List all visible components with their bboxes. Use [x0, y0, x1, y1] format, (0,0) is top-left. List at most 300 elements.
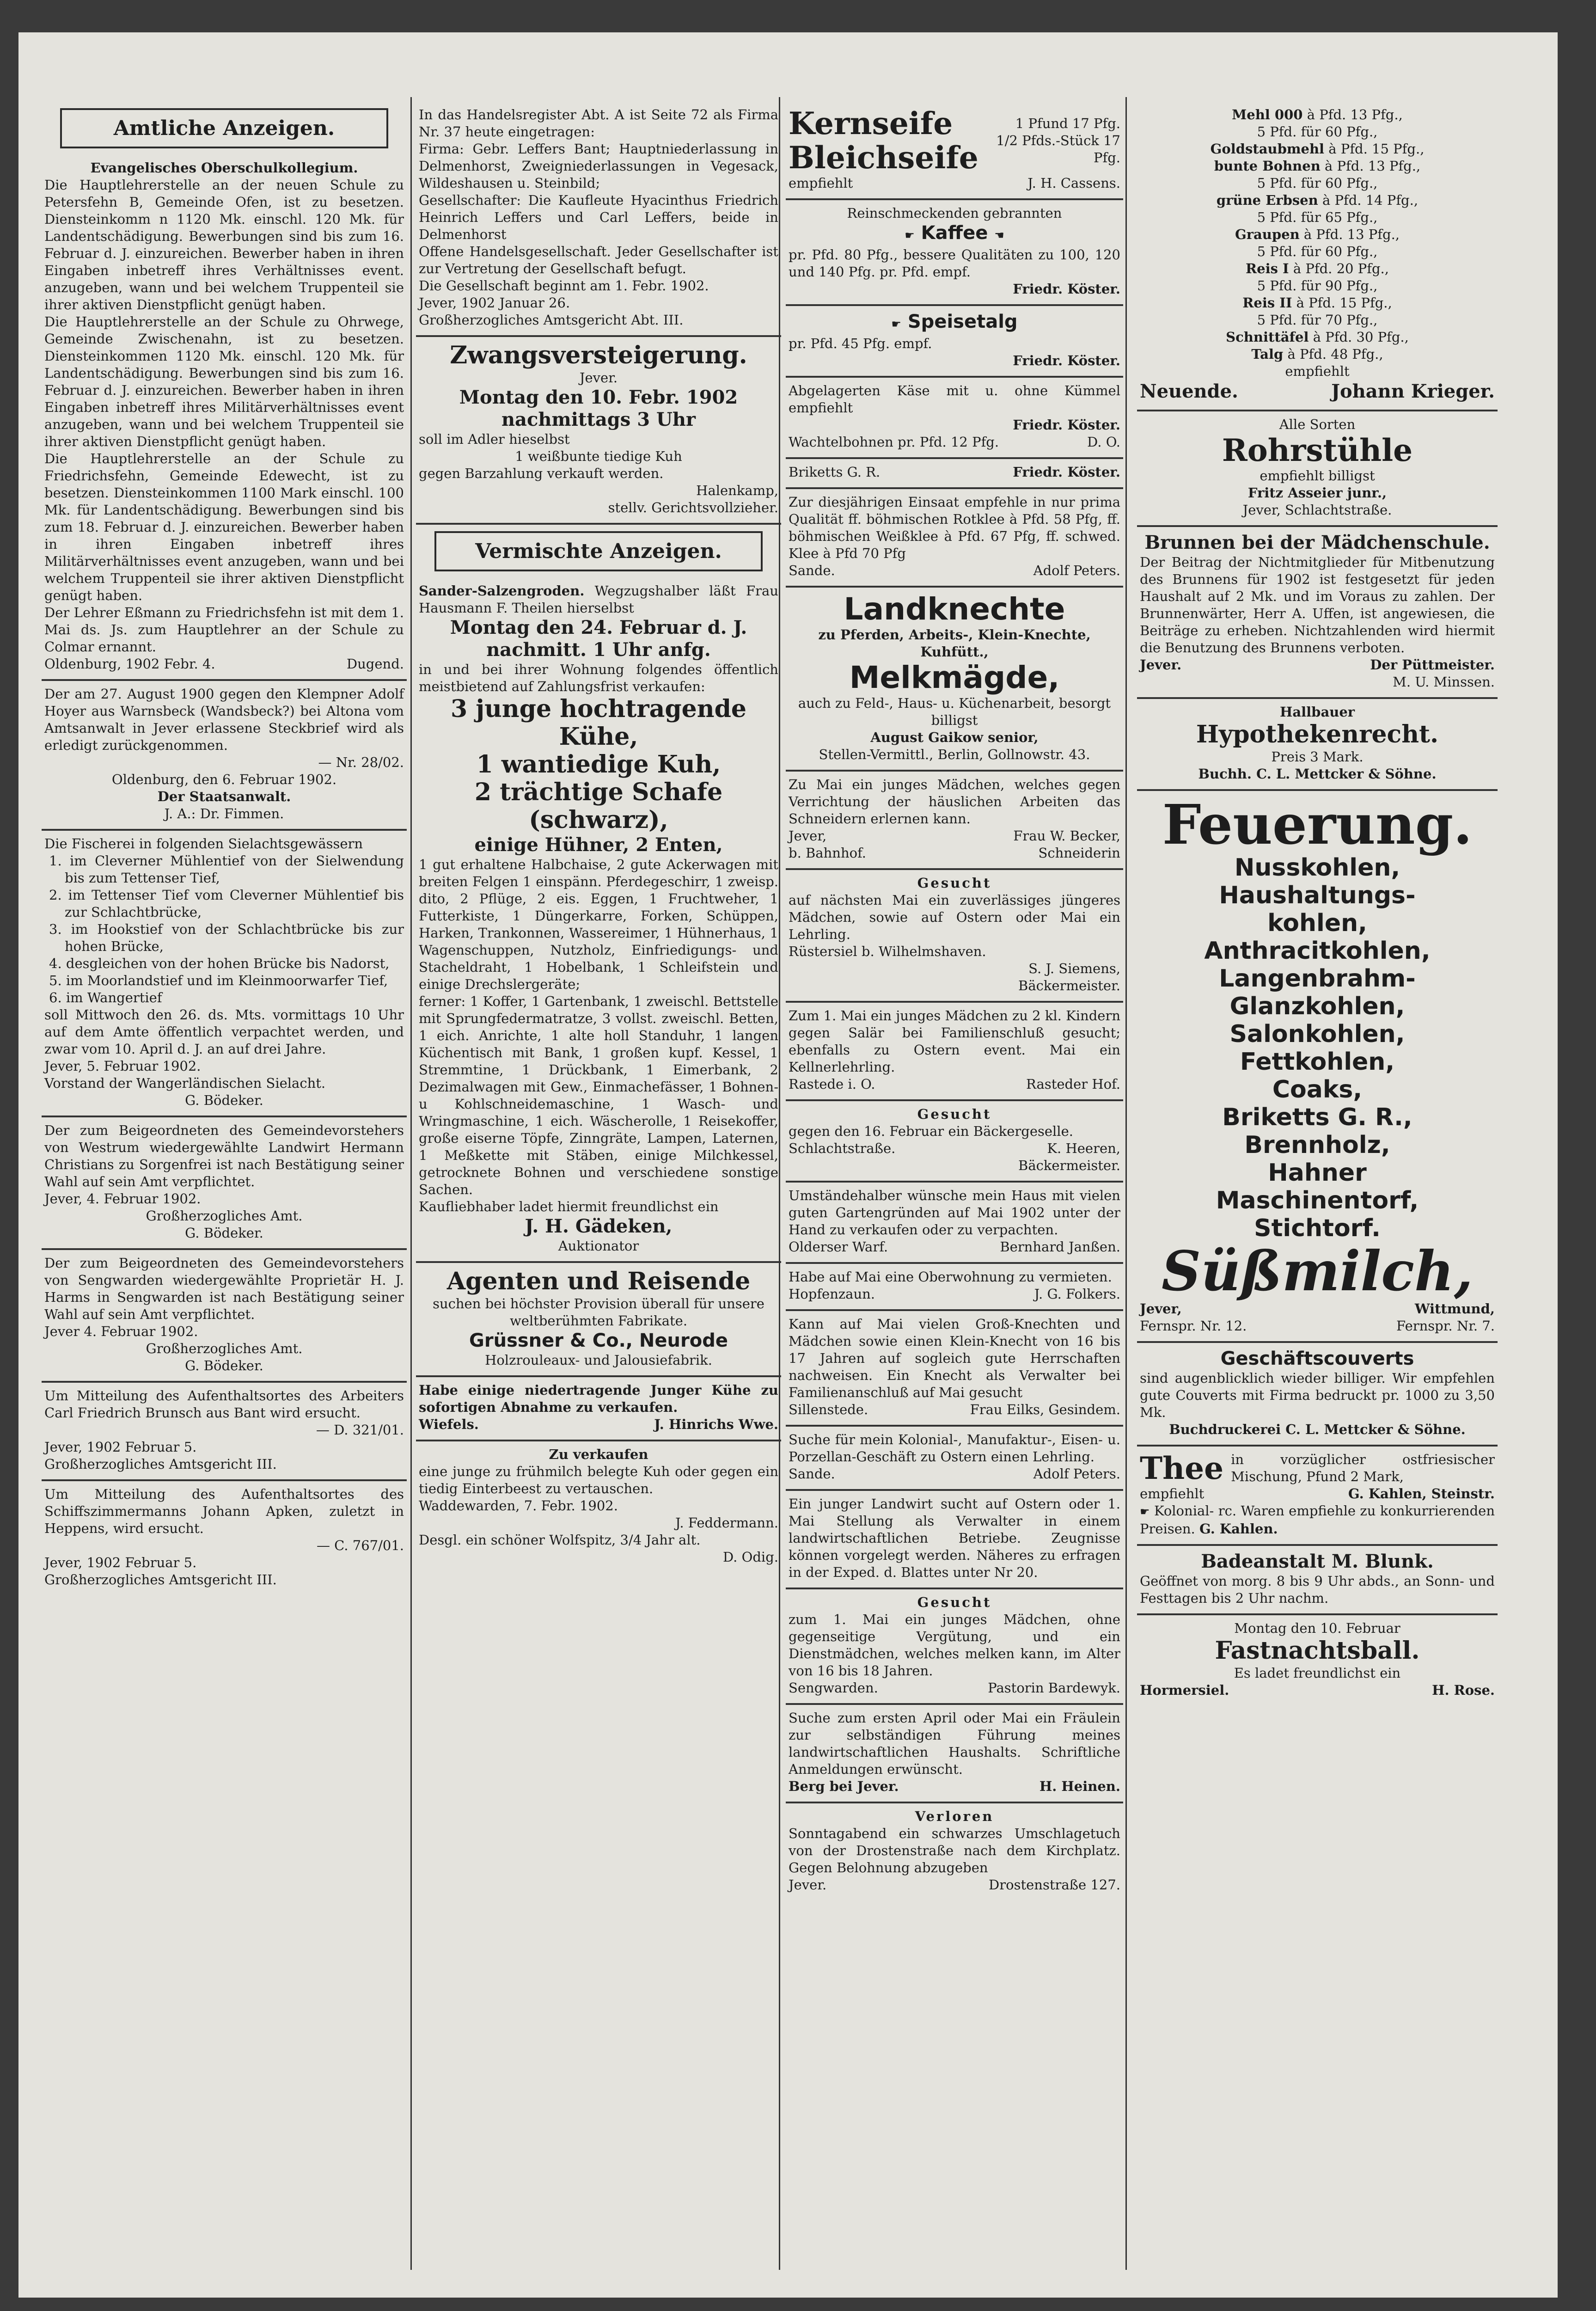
price-value: à Pfd. 48 Pfg.,: [1287, 346, 1383, 362]
notice-signature: G. Bödeker.: [185, 1358, 263, 1373]
price-line: 5 Pfd. für 90 Pfg.,: [1257, 278, 1378, 294]
price-line: [1140, 329, 1495, 346]
column-rule: [410, 97, 412, 2270]
signature-row: [789, 828, 1120, 845]
ad-date: Montag den 24. Februar d. J.: [450, 617, 747, 638]
notice-paragraph: 1 weißbunte tiedige Kuh: [515, 448, 682, 464]
ad-geschaeftscouverts: [1137, 1343, 1498, 1447]
ad-text: auch zu Feld-, Haus- u. Küchenarbeit, besorgt billigst: [798, 695, 1111, 728]
price-item: grüne Erbsen: [1216, 192, 1318, 208]
column-official-notices: [42, 102, 407, 2274]
ad-brunnen: [1137, 527, 1498, 699]
ad-place: Jever,: [789, 828, 827, 844]
fuel-item: kohlen,: [1267, 909, 1367, 937]
ad-place: Hormersiel.: [1140, 1682, 1229, 1698]
section-header-vermischte: Vermischte Anzeigen.: [434, 531, 763, 571]
signature-row: [789, 562, 1120, 579]
price-item: Goldstaubmehl: [1210, 141, 1325, 157]
price-line: [1140, 158, 1495, 175]
label: Gesellschafter:: [419, 192, 521, 208]
notice-paragraph: In das Handelsregister Abt. A ist Seite 72 als Firma Nr. 37 heute eingetragen:: [419, 107, 778, 140]
notice-signature: Dugend.: [346, 656, 404, 672]
ad-firm: Fritz Asseier junr.,: [1247, 485, 1387, 501]
column-register-and-misc: [416, 102, 781, 2274]
ad-text: Zur diesjährigen Einsaat empfehle in nur prima Qualität ff. böhmischen Rotklee à Pfd. 58 Pfg, ff. böhmischen Weißklee à Pfd. 67 Pfg, ff. schwed. Klee à Pfd 70 Pfg: [789, 494, 1120, 561]
ad-price: 1 Pfund 17 Pfg.: [1015, 115, 1120, 131]
ad-text: suchen bei höchster Provision überall für unsere weltberühmten Fabrikate.: [433, 1296, 764, 1329]
notice-paragraph: Um Mitteilung des Aufenthaltsortes des Arbeiters Carl Friedrich Brunsch aus Bant wird ersucht.: [44, 1388, 404, 1421]
ad-text: Kann auf Mai vielen Groß-Knechten und Mädchen sowie einen Klein-Knecht von 16 bis 17 Jahren auf sogleich gute Herrschaften nachweisen. Ein Knecht als Verwalter bei Familienanschluß auf Mai gesucht: [789, 1316, 1120, 1400]
price-line: 5 Pfd. für 60 Pfg.,: [1257, 244, 1378, 259]
ad-text: ferner: 1 Koffer, 1 Gartenbank, 1 zweischl. Bettstelle mit Sprungfedermatratze, 3 vollst. zweischl. Betten, 1 eich. Anrichte, 1 alte holl Standuhr, 1 langen Küchentisch mit Bank, 1 großen kupf. Kessel, 1 Stremmtine, 1 Drückbank, 1 Eimerbank, 2 Dezimalwagen mit Gew., Einmachefässer, 1 Bohnen- u Kohlschneidemaschine, 1 Wasch- und Wringmaschine, 1 eich. Wäscherolle, 1 Reisekoffer, große eiserne Töpfe, Zinngräte, Lampen, Laternen, 1 Meßkette mit Stäben, einige Milchkessel, getrocknete Bohnen und verschiedene sonstige Sachen.: [419, 993, 778, 1197]
ad-address: Jever, Schlachtstraße.: [1242, 502, 1392, 518]
ad-text: Zu Mai ein junges Mädchen, welches gegen Verrichtung der häuslichen Arbeiten das Schneidern erlernen kann.: [789, 777, 1120, 827]
ad-signature: Auktionator: [558, 1238, 639, 1254]
fuel-item: Brennholz,: [1244, 1131, 1390, 1159]
ad-signature: M. U. Minssen.: [1393, 674, 1495, 690]
ad-briketts: [786, 459, 1123, 489]
ad-title: Gesucht: [917, 1106, 992, 1122]
notice-signature: G. Bödeker.: [185, 1092, 263, 1108]
ad-signature: Adolf Peters.: [1033, 1466, 1120, 1482]
fuel-item: Haushaltungs-: [1219, 882, 1416, 909]
price-line: 5 Pfd. für 60 Pfg.,: [1257, 124, 1378, 140]
price-item: Reis II: [1242, 295, 1292, 311]
notice-office: Großherzogliches Amt.: [146, 1208, 303, 1224]
signature-row: [789, 1876, 1120, 1894]
ad-signature: H. Heinen.: [1039, 1778, 1120, 1794]
ad-address: Stellen-Vermittl., Berlin, Gollnowstr. 43.: [819, 747, 1090, 762]
ad-text: auf nächsten Mai ein zuverlässiges jüngeres Mädchen, sowie auf Ostern oder Mai ein Lehrling.: [789, 892, 1120, 942]
price-line: [1140, 294, 1495, 312]
ad-signature: Rasteder Hof.: [1026, 1076, 1120, 1092]
signature-row: [1140, 380, 1495, 403]
notice-date: Montag den 10. Febr. 1902: [459, 386, 738, 408]
notice-date: Jever, 1902 Februar 5.: [44, 1439, 197, 1455]
price-item: bunte Bohnen: [1214, 158, 1321, 174]
ad-place: Hopfenzaun.: [789, 1286, 875, 1302]
fuel-item: Anthracitkohlen,: [1204, 937, 1431, 965]
fuel-item: Coaks,: [1272, 1076, 1363, 1103]
ad-title: Geschäftscouverts: [1220, 1348, 1414, 1369]
ad-place: Sande.: [789, 1466, 835, 1482]
ad-title: Fastnachtsball.: [1215, 1637, 1420, 1665]
notice-paragraph: Der Lehrer Eßmann zu Friedrichsfehn ist mit dem 1. Mai ds. Js. zum Hauptlehrer an der Schule zu Colmar ernannt.: [44, 605, 404, 655]
fuel-item: Maschinentorf,: [1216, 1187, 1419, 1214]
ad-rastede: [786, 1003, 1123, 1101]
notice-paragraph: soll im Adler hieselbst: [419, 431, 570, 447]
notice-office: Großherzogliches Amt.: [146, 1341, 303, 1356]
ad-highlight: 2 trächtige Schafe (schwarz),: [474, 778, 723, 834]
ad-place: Rastede i. O.: [789, 1076, 875, 1092]
notice-place-date: Oldenburg, 1902 Febr. 4.: [44, 656, 215, 672]
notice-paragraph: Der zum Beigeordneten des Gemeindevorstehers von Sengwarden wiedergewählte Proprietär H. J. Harms in Sengwarden ist nach Bestätigung seiner Wahl auf sein Amt verpflichtet.: [44, 1255, 404, 1322]
notice-office: Der Staatsanwalt.: [157, 789, 291, 804]
ad-place: Jever.: [1140, 657, 1182, 673]
ad-place: Berg bei Jever.: [789, 1778, 899, 1794]
ad-text: Ein junger Landwirt sucht auf Ostern oder 1. Mai Stellung als Verwalter in einem landwirtschaftlichen Betriebe. Zeugnisse können vorgelegt werden. Näheres zu erfragen in der Exped. d. Blattes unter Nr 20.: [789, 1496, 1120, 1580]
ad-price: Preis 3 Mark.: [1271, 749, 1364, 765]
ad-text: zum 1. Mai ein junges Mädchen, ohne gegenseitige Vergütung, und ein Dienstmädchen, welches melken kann, im Alter von 16 bis 18 Jahren.: [789, 1612, 1120, 1679]
ad-title-text: Kaffee: [921, 222, 988, 244]
signature-row: [789, 434, 1120, 451]
fuel-item: Glanzkohlen,: [1229, 993, 1405, 1020]
notice-number: — D. 321/01.: [316, 1422, 404, 1438]
signature-row: [789, 1680, 1120, 1697]
fuel-item: Nusskohlen,: [1234, 854, 1400, 882]
price-value: à Pfd. 13 Pfg.,: [1307, 107, 1403, 123]
price-value: à Pfd. 15 Pfg.,: [1328, 141, 1425, 157]
signature-row: [789, 175, 1120, 192]
ad-place: Wiefels.: [419, 1416, 479, 1432]
ad-heeren: [786, 1101, 1123, 1183]
ad-firm: August Gaikow senior,: [870, 729, 1039, 745]
ad-text: empfiehlt: [1285, 363, 1350, 379]
notice-signature: G. Bödeker.: [185, 1225, 263, 1241]
notice-paragraph: Die Gesellschaft beginnt am 1. Febr. 1902.: [419, 278, 709, 294]
signature-row: [1140, 1485, 1495, 1502]
ad-place: b. Bahnhof.: [789, 845, 867, 861]
ad-text: Der Beitrag der Nichtmitglieder für Mitbenutzung des Brunnens für 1902 ist festgesetzt für jeden Haushalt auf 2 Mk. und im Voraus zu zahlen. Der Brunnenwärter, Herr A. Uffen, ist angewiesen, die Beiträge zu erheben. Nichtzahlenden wird hiermit die Benutzung des Brunnens verboten.: [1140, 554, 1495, 656]
ad-text: Habe auf Mai eine Oberwohnung zu vermieten.: [789, 1269, 1112, 1285]
ad-signature: S. J. Siemens,: [1028, 961, 1120, 976]
ad-place: Jever,: [1140, 1301, 1182, 1317]
ad-place: Sengwarden.: [789, 1680, 878, 1696]
ad-becker: [786, 772, 1123, 870]
notice-date: Jever, 1902 Januar 26.: [419, 295, 570, 311]
pointing-hand-icon: ☛: [891, 318, 901, 331]
newspaper-page: [18, 32, 1558, 2298]
ad-text: eine junge zu frühmilch belegte Kuh oder gegen ein tiedig Einterbeest zu vertauschen.: [419, 1464, 778, 1496]
ad-title: Verloren: [915, 1808, 994, 1824]
price-line: [1140, 141, 1495, 158]
signature-row: [1140, 1318, 1495, 1335]
pointing-hand-icon: ☛: [905, 229, 915, 242]
column-rule: [1125, 97, 1127, 2270]
notice-title: Evangelisches Oberschulkollegium.: [90, 160, 358, 176]
ad-title: [789, 222, 1120, 246]
ad-janssen: [786, 1183, 1123, 1264]
ad-title: [789, 311, 1120, 335]
ad-signature: Johann Krieger.: [1331, 380, 1495, 402]
ad-text: Hallbauer: [1279, 704, 1355, 720]
ad-title: Thee: [1140, 1450, 1224, 1486]
notice-handelsregister: [416, 102, 781, 337]
ad-text: Zum 1. Mai ein junges Mädchen zu 2 kl. Kindern gegen Salär bei Familienschluß gesucht; ebenfalls zu Ostern event. Mai ein Kellnerlehrling.: [789, 1008, 1120, 1075]
notice-date: Jever, 4. Februar 1902.: [44, 1191, 201, 1207]
notice-office: Großherzogliches Amtsgericht Abt. III.: [419, 312, 684, 328]
ad-folkers: [786, 1264, 1123, 1311]
ad-text: in und bei ihrer Wohnung folgendes öffentlich meistbietend auf Zahlungsfrist verkaufen:: [419, 662, 778, 694]
column-merchant-ads: [1137, 102, 1498, 2274]
ad-signature: Frau W. Becker,: [1013, 828, 1120, 844]
ad-signature: D. Odig.: [722, 1549, 778, 1565]
price-line: [1140, 192, 1495, 209]
ad-firm: Buchdruckerei C. L. Mettcker & Söhne.: [1169, 1422, 1466, 1437]
ad-office: Der Püttmeister.: [1370, 657, 1495, 673]
notice-apken: [42, 1481, 407, 1595]
fuel-item: Langenbrahm-: [1219, 965, 1416, 993]
ad-signature: Frau Eilks, Gesindem.: [970, 1402, 1120, 1417]
ad-text: Briketts G. R.: [789, 464, 881, 480]
ad-kernseife: [786, 102, 1123, 200]
price-value: à Pfd. 20 Pfg.,: [1293, 261, 1389, 276]
price-line: 5 Pfd. für 70 Pfg.,: [1257, 312, 1378, 328]
ad-text: Geöffnet von morg. 8 bis 9 Uhr abds., an Sonn- und Festtagen bis 2 Uhr nachm.: [1140, 1573, 1495, 1606]
ad-landknechte: [786, 588, 1123, 772]
ad-rohrstuehle: [1137, 411, 1498, 527]
ad-title: Landknechte: [844, 591, 1065, 627]
ad-signature: Bernhard Janßen.: [1000, 1239, 1120, 1255]
ad-text: gegen den 16. Februar ein Bäckergeselle.: [789, 1123, 1073, 1139]
ad-title: Badeanstalt M. Blunk.: [1201, 1551, 1434, 1572]
ad-wiefels: [416, 1377, 781, 1441]
list-item: 4. desgleichen von der hohen Brücke bis Nadorst,: [49, 956, 390, 971]
price-item: Graupen: [1235, 227, 1300, 242]
ad-agenten: [416, 1263, 781, 1377]
column-trade-ads: [786, 102, 1123, 2274]
ad-signature: Adolf Peters.: [1033, 563, 1120, 578]
ad-text: zu Pferden, Arbeits-, Klein-Knechte, Kuhfütt.,: [818, 627, 1091, 660]
list-item: 2. im Tettenser Tief vom Cleverner Mühlentief bis zur Schlachtbrücke,: [49, 887, 404, 920]
ad-text: in vorzüglicher ostfriesischer Mischung, Pfund 2 Mark,: [1231, 1452, 1495, 1484]
ad-text: Holzrouleaux- und Jalousiefabrik.: [485, 1352, 712, 1368]
ad-hypothekenrecht: [1137, 699, 1498, 791]
ad-title: Brunnen bei der Mädchenschule.: [1144, 532, 1490, 553]
pointing-hand-icon: ☛: [1140, 1505, 1150, 1518]
ad-place: Sander-Salzengroden.: [419, 583, 585, 599]
ad-place: Neuende.: [1140, 380, 1238, 402]
notice-signature: J. A.: Dr. Fimmen.: [164, 806, 284, 821]
ad-place: Jever.: [789, 1877, 827, 1893]
notice-date: Jever, 1902 Februar 5.: [44, 1555, 197, 1570]
ad-text: pr. Pfd. 80 Pfg., bessere Qualitäten zu 100, 120 und 140 Pfg. pr. Pfd. empf.: [789, 247, 1120, 280]
ad-zu-verkaufen: [416, 1441, 781, 1572]
ad-signature: D. O.: [1087, 434, 1120, 450]
ad-kaffee: [786, 200, 1123, 306]
ad-place: Sande.: [789, 563, 835, 578]
ad-signature: K. Heeren,: [1047, 1140, 1120, 1156]
ad-place: Olderser Warf.: [789, 1239, 888, 1255]
ad-signature: Bäckermeister.: [1018, 1158, 1120, 1173]
ad-text: Umständehalber wünsche mein Haus mit vielen guten Gartengründen auf Mai 1902 unter der Hand zu verkaufen oder zu verpachten.: [789, 1188, 1120, 1238]
fuel-item: Hahner: [1268, 1159, 1367, 1187]
signature-row: [44, 656, 404, 673]
ad-text: [1140, 1502, 1495, 1538]
ad-text: empfiehlt: [1140, 1486, 1205, 1502]
fuel-item: Salonkohlen,: [1229, 1020, 1405, 1048]
price-value: à Pfd. 14 Pfg.,: [1322, 192, 1419, 208]
notice-office: Großherzogliches Amtsgericht III.: [44, 1456, 277, 1472]
ad-place: Rüstersiel b. Wilhelmshaven.: [789, 944, 986, 959]
notice-paragraph: Die Hauptlehrerstelle an der Schule zu Ohrwege, Gemeinde Zwischenahn, ist zu besetzen. Diensteinkommen 1120 Mk. einschl. 120 Mk. für Landentschädigung. Bewerbungen sind bis zum 16. Februar d. J. einzureichen. Bewerber haben in ihren Eingaben inbetreff ihres Militärverhältnisses event anzugeben, wann und bei welchem Truppenteil sie ihrer aktiven Dienstpflicht genügt haben.: [44, 314, 404, 449]
ad-firm: Süßmilch,: [1162, 1239, 1473, 1303]
signature-row: [1140, 1682, 1495, 1699]
notice-paragraph: Die Hauptlehrerstelle an der Schule zu Friedrichsfehn, Gemeinde Edewecht, ist zu besetzen. Diensteinkommen 1100 Mark einschl. 100 Mk. für Landentschädigung. Bewerbungen sind bis zum 18. Februar d. J. einzureichen. Bewerber haben in ihren Eingaben inbetreff ihres Militärverhältnisses event anzugeben, wann und bei welchem Truppenteil sie ihrer aktiven Dienstpflicht genügt haben.: [44, 451, 404, 603]
notice-date: Jever 4. Februar 1902.: [44, 1324, 198, 1339]
notice-text: Die Kaufleute Hyacinthus Friedrich Heinrich Leffers und Carl Leffers, beide in Delmenhorst: [419, 192, 779, 242]
price-line: [1140, 346, 1495, 363]
ad-landwirt: [786, 1491, 1123, 1589]
list-item: 3. im Hookstief von der Schlachtbrücke bis zur hohen Brücke,: [49, 921, 404, 954]
ad-text: Alle Sorten: [1279, 417, 1356, 432]
notice-westrum: [42, 1117, 407, 1250]
ad-title: Gesucht: [917, 875, 992, 891]
ad-signature: Friedr. Köster.: [1013, 417, 1120, 433]
ad-text: Es ladet freundlichst ein: [1234, 1665, 1401, 1681]
ad-text: Kaufliebhaber ladet hiermit freundlichst ein: [419, 1199, 719, 1214]
ad-signature: Friedr. Köster.: [1013, 464, 1120, 480]
ad-thee: [1137, 1447, 1498, 1546]
ad-phone: Fernspr. Nr. 12.: [1140, 1318, 1247, 1334]
notice-number: — Nr. 28/02.: [318, 754, 404, 770]
ad-title: Hypothekenrecht.: [1196, 720, 1439, 748]
ad-eilks: [786, 1311, 1123, 1427]
ad-text: Habe einige niedertragende Junger Kühe zu sofortigen Abnahme zu verkaufen.: [419, 1382, 778, 1415]
ad-text: Suche zum ersten April oder Mai ein Fräulein zur selbständigen Führung meines landwirtschaftlichen Haushalts. Schriftliche Anmeldungen erwünscht.: [789, 1710, 1120, 1777]
ad-highlight: einige Hühner, 2 Enten,: [474, 834, 723, 856]
signature-row: [789, 845, 1120, 862]
notice-paragraph: gegen Barzahlung verkauft werden.: [419, 466, 664, 481]
ad-firm: Buchh. C. L. Mettcker & Söhne.: [1198, 766, 1437, 782]
ad-title-text: Speisetalg: [907, 311, 1018, 332]
notice-sengwarden: [42, 1250, 407, 1383]
ad-signature: H. Rose.: [1432, 1682, 1495, 1698]
notice-office: Vorstand der Wangerländischen Sielacht.: [44, 1075, 326, 1091]
ad-title: Feuerung.: [1162, 792, 1473, 857]
ad-signature: J. H. Gädeken,: [525, 1215, 673, 1237]
ad-fastnachtsball: [1137, 1615, 1498, 1705]
ad-date: Montag den 10. Februar: [1234, 1620, 1400, 1636]
ad-phone: Fernspr. Nr. 7.: [1396, 1318, 1495, 1334]
ad-text: Desgl. ein schöner Wolfspitz, 3/4 Jahr alt.: [419, 1532, 701, 1548]
ad-place: Wittmund,: [1414, 1301, 1495, 1317]
ad-highlight: 1 wantiedige Kuh,: [476, 750, 721, 779]
section-header-amtliche: Amtliche Anzeigen.: [60, 108, 388, 148]
signature-row: [789, 1401, 1120, 1418]
ad-price: 1/2 Pfds.-Stück 17 Pfg.: [996, 132, 1120, 166]
notice-paragraph: Der zum Beigeordneten des Gemeindevorstehers von Westrum wiedergewählte Landwirt Hermann Christians zu Sorgenfrei ist nach Bestätigung seiner Wahl auf sein Amt verpflichtet.: [44, 1122, 404, 1189]
fuel-item: Briketts G. R.,: [1222, 1103, 1413, 1131]
ad-text: Suche für mein Kolonial-, Manufaktur-, Eisen- u. Porzellan-Geschäft zu Ostern einen Lehrling.: [789, 1432, 1120, 1465]
ad-text: sind augenblicklich wieder billiger. Wir empfehlen gute Couverts mit Firma bedruckt pr. 1000 zu 3,50 Mk.: [1140, 1370, 1495, 1420]
ad-signature: Bäckermeister.: [1018, 978, 1120, 993]
ad-signature: J. Feddermann.: [675, 1515, 778, 1531]
ad-speisetalg: [786, 306, 1123, 378]
ad-signature: Schneiderin: [1038, 845, 1120, 861]
ad-heinen: [786, 1705, 1123, 1803]
notice-date: Jever, 5. Februar 1902.: [44, 1058, 201, 1074]
ad-text: 1 gut erhaltene Halbchaise, 2 gute Ackerwagen mit breiten Felgen 1 einspänn. Pferdegeschirr, 1 zweisp. dito, 2 Pflüge, 2 eis. Eggen, 1 Fruchtweher, 1 Futterkiste, 1 Düngerkarre, Forken, Schüppen, Harken, Trankonnen, Wassereimer, 1 Hühnerhaus, 1 Wagenschuppen, Nutzholz, Einfriedigungs- und Stacheldraht, 1 Hobelbank, 1 Schleifstein und einige Drechslergeräte;: [419, 857, 778, 992]
signature-row: [789, 464, 1120, 481]
ad-title: Zu verkaufen: [549, 1447, 648, 1462]
notice-office: Großherzogliches Amtsgericht III.: [44, 1572, 277, 1588]
signature-row: [789, 1140, 1120, 1157]
ad-highlight: 3 junge hochtragende Kühe,: [450, 695, 747, 751]
ad-feuerung: [1137, 791, 1498, 1343]
notice-place: Jever.: [579, 370, 618, 386]
pointing-hand-icon: ☚: [994, 229, 1004, 242]
fuel-item: Fettkohlen,: [1240, 1048, 1395, 1076]
notice-paragraph: Um Mitteilung des Aufenthaltsortes des Schiffszimmermanns Johann Apken, zuletzt in Heppens, wird ersucht.: [44, 1486, 404, 1536]
fuel-item: Stichtorf.: [1254, 1214, 1381, 1242]
notice-oberschulkollegium: [42, 155, 407, 681]
price-line: 5 Pfd. für 60 Pfg.,: [1257, 175, 1378, 191]
ad-text: Wegzugshalber läßt Frau Hausmann F. Theilen hierselbst: [419, 583, 778, 616]
label: Firma:: [419, 141, 464, 157]
ad-signature: J. G. Folkers.: [1034, 1286, 1120, 1302]
signature-row: [789, 1238, 1120, 1256]
price-list: [1140, 106, 1495, 363]
ad-signature: Friedr. Köster.: [1013, 281, 1120, 297]
ad-text: Sonntagabend ein schwarzes Umschlagetuch von der Drostenstraße nach dem Kirchplatz. Gegen Belohnung abzugeben: [789, 1826, 1120, 1876]
price-value: à Pfd. 30 Pfg.,: [1313, 329, 1409, 345]
ad-signature: G. Kahlen.: [1199, 1521, 1278, 1537]
ad-signature: Drostenstraße 127.: [989, 1877, 1120, 1893]
signature-row: [419, 1416, 778, 1433]
price-item: Schnittäfel: [1226, 329, 1309, 345]
notice-paragraph: Offene Handelsgesellschaft. Jeder Gesellschafter ist zur Vertretung der Gesellschaft befugt.: [419, 244, 778, 276]
ad-place: Schlachtstraße.: [789, 1140, 896, 1156]
price-value: à Pfd. 15 Pfg.,: [1296, 295, 1392, 311]
price-value: à Pfd. 13 Pfg.,: [1303, 227, 1400, 242]
signature-row: [789, 1076, 1120, 1093]
ad-text: Reinschmeckenden gebrannten: [847, 205, 1062, 221]
signature-row: [789, 1778, 1120, 1795]
ad-sander-auction: [416, 578, 781, 1263]
price-line: [1140, 260, 1495, 277]
price-line: 5 Pfd. für 65 Pfg.,: [1257, 209, 1378, 225]
ad-time: nachmitt. 1 Uhr anfg.: [486, 639, 711, 661]
price-value: à Pfd. 13 Pfg.,: [1325, 158, 1421, 174]
ad-signature: J. Hinrichs Wwe.: [654, 1416, 778, 1432]
signature-row: [789, 1465, 1120, 1483]
notice-klempner: [42, 681, 407, 831]
ad-text: empfiehlt: [789, 175, 853, 191]
notice-date: Oldenburg, den 6. Februar 1902.: [111, 772, 337, 787]
ad-badeanstalt: [1137, 1546, 1498, 1615]
list-item: 6. im Wangertief: [49, 990, 162, 1005]
notice-signature: Halenkamp,: [696, 483, 778, 498]
notice-paragraph: Der am 27. August 1900 gegen den Klempner Adolf Hoyer aus Warnsbeck (Wandsbeck?) bei Altona vom Amtsanwalt in Jever erlassene Steckbrief wird als erledigt zurückgenommen.: [44, 686, 404, 753]
notice-paragraph: Die Hauptlehrerstelle an der neuen Schule zu Petersfehn B, Gemeinde Ofen, ist zu besetzen. Diensteinkomm n 1120 Mk. einschl. 120 Mk. für Landentschädigung. Bewerbungen sind bis zum 16. Februar d. J. einzureichen. Bewerber haben in ihren Eingaben inbetreff ihres Verhältnisses event. anzugeben, wann und bei welchem Truppenteil sie ihrer aktiven Dienstpflicht genügt haben.: [44, 177, 404, 313]
notice-fischerei: [42, 831, 407, 1117]
ad-siemens: [786, 870, 1123, 1003]
ad-klee: [786, 489, 1123, 588]
price-line: [1140, 226, 1495, 243]
ad-firm: Grüssner & Co., Neurode: [469, 1330, 728, 1351]
ad-title: Agenten und Reisende: [446, 1267, 751, 1295]
price-item: Mehl 000: [1232, 107, 1303, 123]
notice-paragraph: soll Mittwoch den 26. ds. Mts. vormittags 10 Uhr auf dem Amte öffentlich verpachtet werden, und zwar vom 10. April d. J. an auf drei Jahre.: [44, 1007, 404, 1057]
price-item: Reis I: [1246, 261, 1289, 276]
ad-text: pr. Pfd. 45 Pfg. empf.: [789, 336, 932, 351]
ad-text: empfiehlt billigst: [1260, 468, 1375, 484]
ad-signature: Pastorin Bardewyk.: [988, 1680, 1120, 1696]
ad-peters-lehrling: [786, 1427, 1123, 1491]
notice-title: Zwangsversteigerung.: [450, 341, 747, 369]
ad-date: Waddewarden, 7. Febr. 1902.: [419, 1498, 618, 1514]
notice-signature: stellv. Gerichtsvollzieher.: [608, 500, 778, 515]
list-item: 1. im Cleverner Mühlentief von der Sielwendung bis zum Tettenser Tief,: [49, 853, 404, 886]
ad-title: Gesucht: [917, 1594, 992, 1610]
list-item: 5. im Moorlandstief und im Kleinmoorwarfer Tief,: [49, 973, 388, 988]
fuel-list: [1140, 854, 1495, 1242]
ad-title: Rohrstühle: [1222, 432, 1413, 468]
ad-signature: G. Kahlen, Steinstr.: [1348, 1486, 1495, 1502]
ad-place: Sillenstede.: [789, 1402, 868, 1417]
ad-title: Kernseife: [789, 105, 953, 141]
